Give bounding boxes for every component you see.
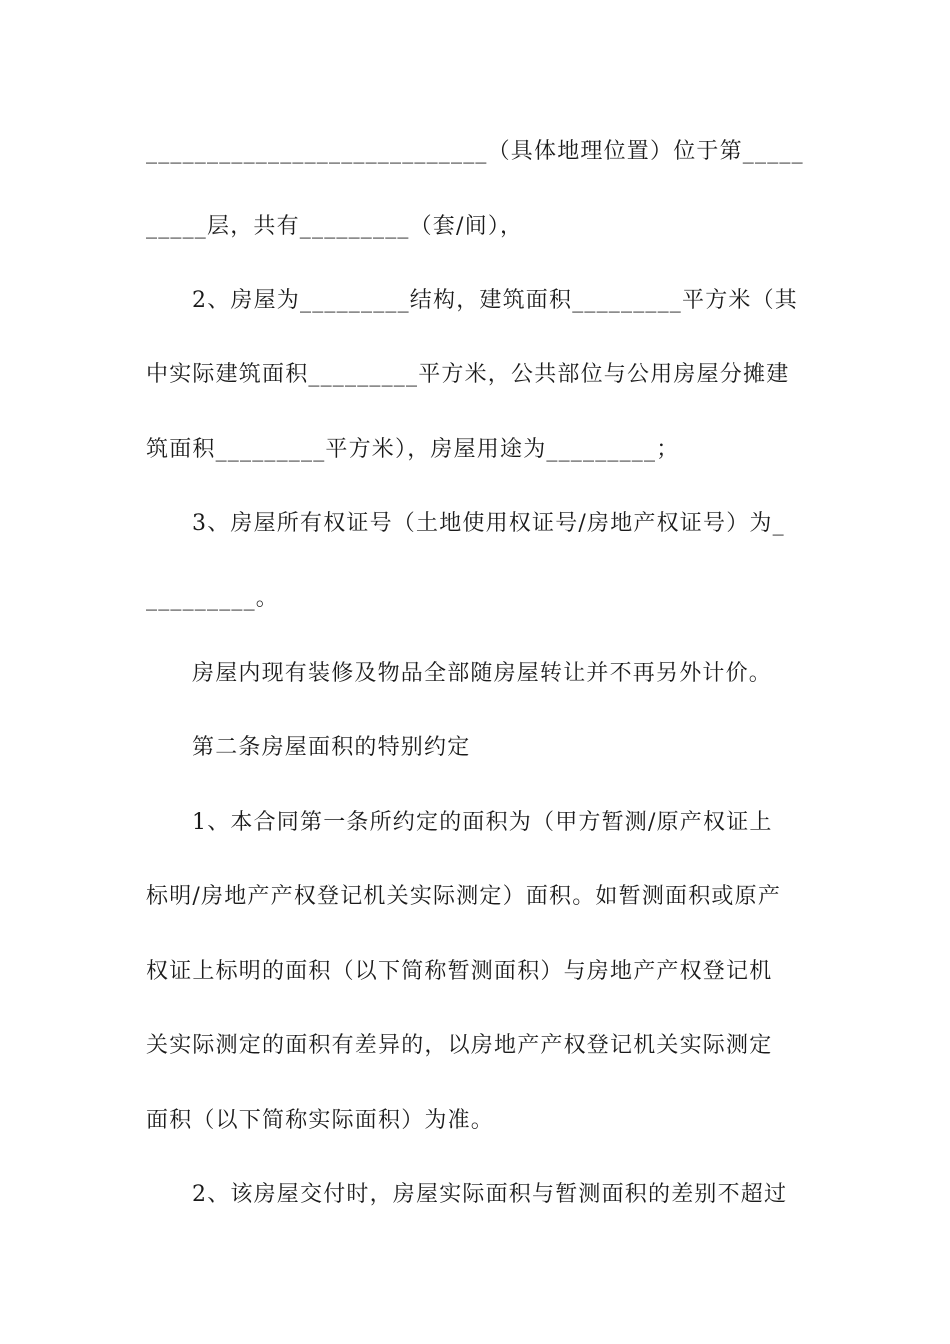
section-heading-article-2: 第二条房屋面积的特别约定: [192, 735, 471, 760]
text-line-area-1: 1、本合同第一条所约定的面积为（甲方暂测/原产权证上: [192, 810, 773, 835]
text-line-area-2: 标明/房地产产权登记机关实际测定）面积。如暂测面积或原产: [146, 884, 782, 909]
text-line-decoration: 房屋内现有装修及物品全部随房屋转让并不再另外计价。: [192, 661, 773, 686]
text-line-floor: _____层，共有_________（套/间），: [146, 214, 524, 239]
text-line-certificate-cont: _________。: [146, 586, 280, 611]
text-line-area-3: 权证上标明的面积（以下简称暂测面积）与房地产产权登记机: [146, 959, 773, 984]
text-line-structure: 2、房屋为_________结构，建筑面积_________平方米（其: [192, 288, 798, 313]
text-line-delivery: 2、该房屋交付时，房屋实际面积与暂测面积的差别不超过: [192, 1182, 788, 1207]
text-line-area-5: 面积（以下简称实际面积）为准。: [146, 1108, 495, 1133]
text-line-usage: 筑面积_________平方米），房屋用途为_________；: [146, 437, 680, 462]
text-line-area-4: 关实际测定的面积有差异的，以房地产产权登记机关实际测定: [146, 1033, 773, 1058]
text-line-actual-area: 中实际建筑面积_________平方米，公共部位与公用房屋分摊建: [146, 362, 790, 387]
text-line-certificate: 3、房屋所有权证号（土地使用权证号/房地产权证号）为_: [192, 511, 785, 536]
text-line-location: ____________________________（具体地理位置）位于第_____: [146, 139, 804, 164]
